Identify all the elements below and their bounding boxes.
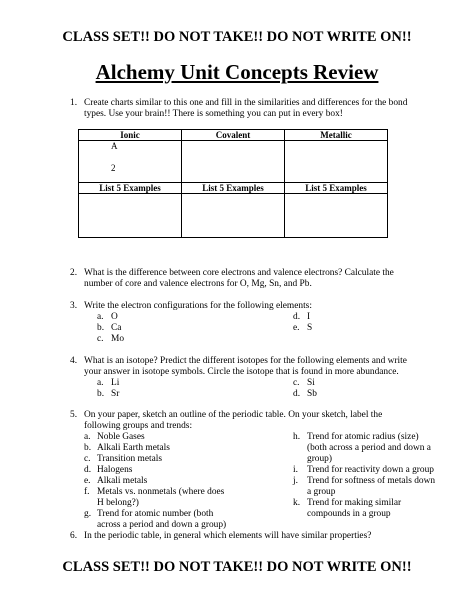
q4-line1: What is an isotope? Predict the different isotopes for the following elements and write [84,356,407,366]
table-row-examples [79,194,388,238]
q5-item-g-text-2: across a period and down a group) [97,520,227,530]
table-examples-header-row [79,183,388,194]
examples-cell-metallic [285,194,388,238]
q3-item-a-letter: a. [97,312,104,322]
metallic-cell [285,141,388,183]
q5-item-d-text: Halogens [97,465,133,475]
q4-item-a-letter: a. [97,378,104,388]
q5-item-k-text-2: compounds in a group [307,509,391,519]
q1-number: 1. [70,98,78,108]
q3-line1: Write the electron configurations for the following elements: [84,301,312,311]
page-title: Alchemy Unit Concepts Review [95,60,379,84]
q5-item-k-text-1: Trend for making similar [307,498,402,508]
table-header-ionic: Ionic [79,130,182,141]
q5-item-j-letter: j. [293,476,298,486]
q5-item-h-text-1: Trend for atomic radius (size) [307,432,419,442]
q3-item-d-letter: d. [293,312,301,322]
q6-line1: In the periodic table, in general which elements will have similar properties? [84,531,372,541]
header-banner: CLASS SET!! DO NOT TAKE!! DO NOT WRITE ON!! [62,29,412,45]
q2-line1: What is the difference between core electrons and valence electrons? Calculate the [84,268,394,278]
q1-line1: Create charts similar to this one and fill in the similarities and differences for the bond [84,98,408,108]
q1-line2: types. Use your brain!! There is something you can put in every box! [84,109,343,119]
q4-item-c-text: Si [307,378,315,388]
q5-item-g-text-1: Trend for atomic number (both [97,509,214,519]
q5-item-f-letter: f. [84,487,90,497]
q3-item-c-letter: c. [97,334,104,344]
q5-item-c-letter: c. [84,454,91,464]
q5-item-e-text: Alkali metals [97,476,148,486]
q4-item-c-letter: c. [293,378,300,388]
ionic-cell-line-2 [111,152,181,163]
q4-item-b-text: Sr [111,389,120,399]
examples-header-metallic: List 5 Examples [285,183,388,194]
ionic-cell-line-1: A [111,141,118,151]
q4-number: 4. [70,356,78,366]
q5-number: 5. [70,410,78,420]
ionic-cell-line-3: 2 [111,163,116,173]
q5-item-k-letter: k. [293,498,301,508]
q5-line2: following groups and trends: [84,421,193,431]
q5-item-i-text: Trend for reactivity down a group [307,465,434,475]
q4-item-b-letter: b. [97,389,105,399]
q3-item-e-text: S [307,323,313,333]
q5-item-d-letter: d. [84,465,92,475]
table-header-covalent: Covalent [182,130,285,141]
q4-item-d-text: Sb [307,389,317,399]
q5-item-a-letter: a. [84,432,91,442]
q5-item-f-text-1: Metals vs. nonmetals (where does [97,487,225,497]
q4-item-a-text: Li [111,378,120,388]
examples-header-covalent: List 5 Examples [182,183,285,194]
q3-item-c-text: Mo [111,334,125,344]
q5-item-h-text-3: group) [307,454,332,464]
q3-number: 3. [70,301,78,311]
q4-item-d-letter: d. [293,389,301,399]
q3-item-d-text: I [307,312,311,322]
footer-banner: CLASS SET!! DO NOT TAKE!! DO NOT WRITE ON!! [62,559,412,575]
q3-item-b-letter: b. [97,323,105,333]
covalent-cell [182,141,285,183]
q5-item-e-letter: e. [84,476,91,486]
q3-item-e-letter: e. [293,323,300,333]
q3-item-a-text: O [111,312,118,322]
ionic-cell [79,141,182,183]
q5-item-f-text-2: H belong?) [97,498,139,508]
examples-cell-covalent [182,194,285,238]
bond-types-table [78,129,388,238]
q5-line1: On your paper, sketch an outline of the periodic table. On your sketch, label the [84,410,383,420]
q6-number: 6. [70,531,78,541]
table-header-metallic: Metallic [285,130,388,141]
q2-number: 2. [70,268,78,278]
q5-item-h-letter: h. [293,432,301,442]
q5-item-j-text-1: Trend for softness of metals down [307,476,436,486]
table-row-properties [79,141,388,183]
q3-item-b-text: Ca [111,323,122,333]
q5-item-h-text-2: (both across a period and down a [307,443,431,453]
q2-line2: number of core and valence electrons for O, Mg, Sn, and Pb. [84,279,312,289]
q5-item-c-text: Transition metals [97,454,163,464]
q5-item-j-text-2: a group [307,487,336,497]
examples-header-ionic: List 5 Examples [79,183,182,194]
q5-item-b-letter: b. [84,443,92,453]
table-header-row [79,130,388,141]
q5-item-g-letter: g. [84,509,92,519]
examples-cell-ionic [79,194,182,238]
q5-item-a-text: Noble Gases [97,432,145,442]
q5-item-i-letter: i. [293,465,298,475]
q4-line2: your answer in isotope symbols. Circle the isotope that is found in more abundance. [84,367,399,377]
q5-item-b-text: Alkali Earth metals [97,443,170,453]
